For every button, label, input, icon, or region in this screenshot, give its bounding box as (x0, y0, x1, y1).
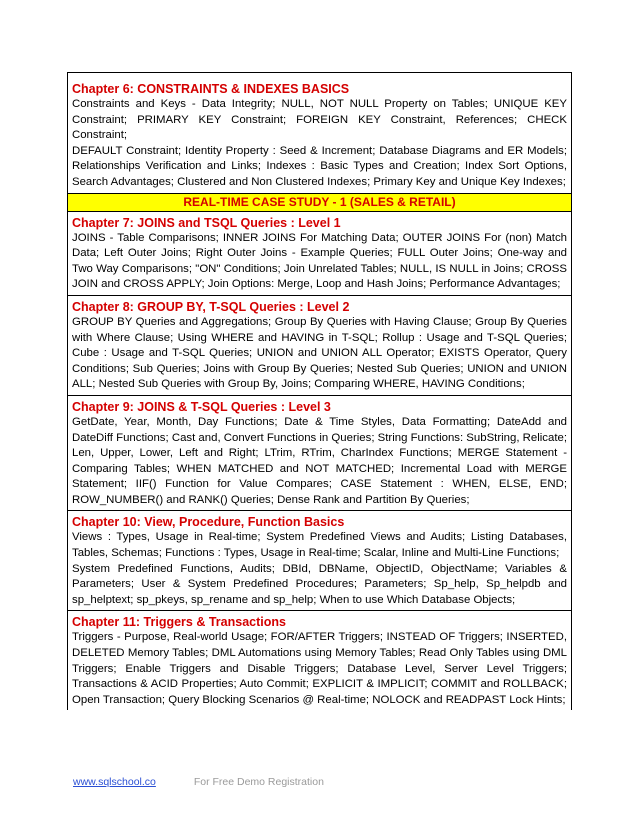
chapter-body: GetDate, Year, Month, Day Functions; Date & Time Styles, Data Formatting; DateAdd and DateDiff Functions; Cast and, Convert Functions in Queries; String Functions: SubString, Relicate; Len, Upper, Lower, Left and Right; LTrim, RTrim, CharIndex Functions; MERGE Statement - Comparing Tables; WHEN MATCHED and NOT MATCHED; Incremental Load with MERGE Statement; IIF() Function for Value Compares; CASE Statement : WHEN, ELSE, END; ROW_NUMBER() and RANK() Queries; Dense Rank and Partition By Queries; (72, 415, 567, 506)
chapter-11-cell (68, 611, 571, 710)
chapter-body: Constraints and Keys - Data Integrity; NULL, NOT NULL Property on Tables; UNIQUE KEY Constraint; PRIMARY KEY Constraint; FOREIGN KEY Constraint, References; CHECK Constraint; (72, 98, 567, 142)
course-outline-table (67, 72, 572, 710)
chapter-body: Triggers - Purpose, Real-world Usage; FOR/AFTER Triggers; INSTEAD OF Triggers; INSERTED, DELETED Memory Tables; DML Automations using Memory Tables; Read Only Tables using DML Triggers; Enable Triggers and Disable Triggers; Database Level, Server Level Triggers; Transactions & ACID Properties; Auto Commit; EXPLICIT & IMPLICIT; COMMIT and ROLLBACK; Open Transaction; Query Blocking Scenarios @ Real-time; NOLOCK and READPAST Lock Hints; (72, 631, 567, 706)
chapter-7-cell (68, 212, 571, 296)
chapter-9-cell (68, 396, 571, 512)
chapter-10-cell (68, 511, 571, 611)
chapter-title: Chapter 6: CONSTRAINTS & INDEXES BASICS (72, 82, 350, 96)
chapter-title: Chapter 11: Triggers & Transactions (72, 615, 286, 630)
chapter-title: Chapter 10: View, Procedure, Function Basics (72, 515, 345, 530)
footer-text: For Free Demo Registration (193, 776, 324, 788)
website-link[interactable]: www.sqlschool.co (73, 776, 156, 788)
chapter-8-cell (68, 296, 571, 396)
chapter-6-cell (68, 72, 571, 194)
page-footer (73, 776, 573, 789)
chapter-title: Chapter 7: JOINS and TSQL Queries : Level 1 (72, 215, 341, 230)
chapter-body: JOINS - Table Comparisons; INNER JOINS For Matching Data; OUTER JOINS For (non) Match Data; Left Outer Joins; Right Outer Joins - Example Queries; FULL Outer Joins; One-way and Two Way Comparisons; "ON" Conditions; Join Unrelated Tables; NULL, IS NULL in Joins; CROSS JOIN and CROSS APPLY; Join Options: Merge, Loop and Hash Joins; Performance Advantages; (72, 231, 567, 291)
chapter-title: Chapter 8: GROUP BY, T-SQL Queries : Level 2 (72, 299, 350, 314)
chapter-body: GROUP BY Queries and Aggregations; Group By Queries with Having Clause; Group By Queries with Where Clause; Using WHERE and HAVING in T-SQL; Rollup : Usage and T-SQL Queries; Cube : Usage and T-SQL Queries; UNION and UNION ALL Operator; EXISTS Operator, Query Conditions; Sub Queries; Joins with Group By Queries; Nested Sub Queries; UNION and UNION ALL; Nested Sub Queries with Group By, Joins; Comparing WHERE, HAVING Conditions; (72, 315, 567, 391)
chapter-body: Views : Types, Usage in Real-time; System Predefined Views and Audits; Listing Databases, Tables, Schemas; Functions : Types, Usage in Real-time; Scalar, Inline and Multi-Line Functions; (72, 531, 567, 560)
chapter-body: DEFAULT Constraint; Identity Property : Seed & Increment; Database Diagrams and ER Models; Relationships Verification and Links; Indexes : Basic Types and Creation; Index Sort Options, Search Advantages; Clustered and Non Clustered Indexes; Primary Key and Unique Key Indexes; (72, 144, 567, 188)
chapter-title: Chapter 9: JOINS & T-SQL Queries : Level 3 (72, 399, 331, 414)
case-study-banner: REAL-TIME CASE STUDY - 1 (SALES & RETAIL) (68, 194, 571, 212)
chapter-body: System Predefined Functions, Audits; DBId, DBName, ObjectID, ObjectName; Variables & Parameters; User & System Predefined Procedures; Parameters; Sp_help, Sp_helpdb and sp_helptext; sp_pkeys, sp_rename and sp_help; When to use Which Database Objects; (72, 562, 567, 606)
